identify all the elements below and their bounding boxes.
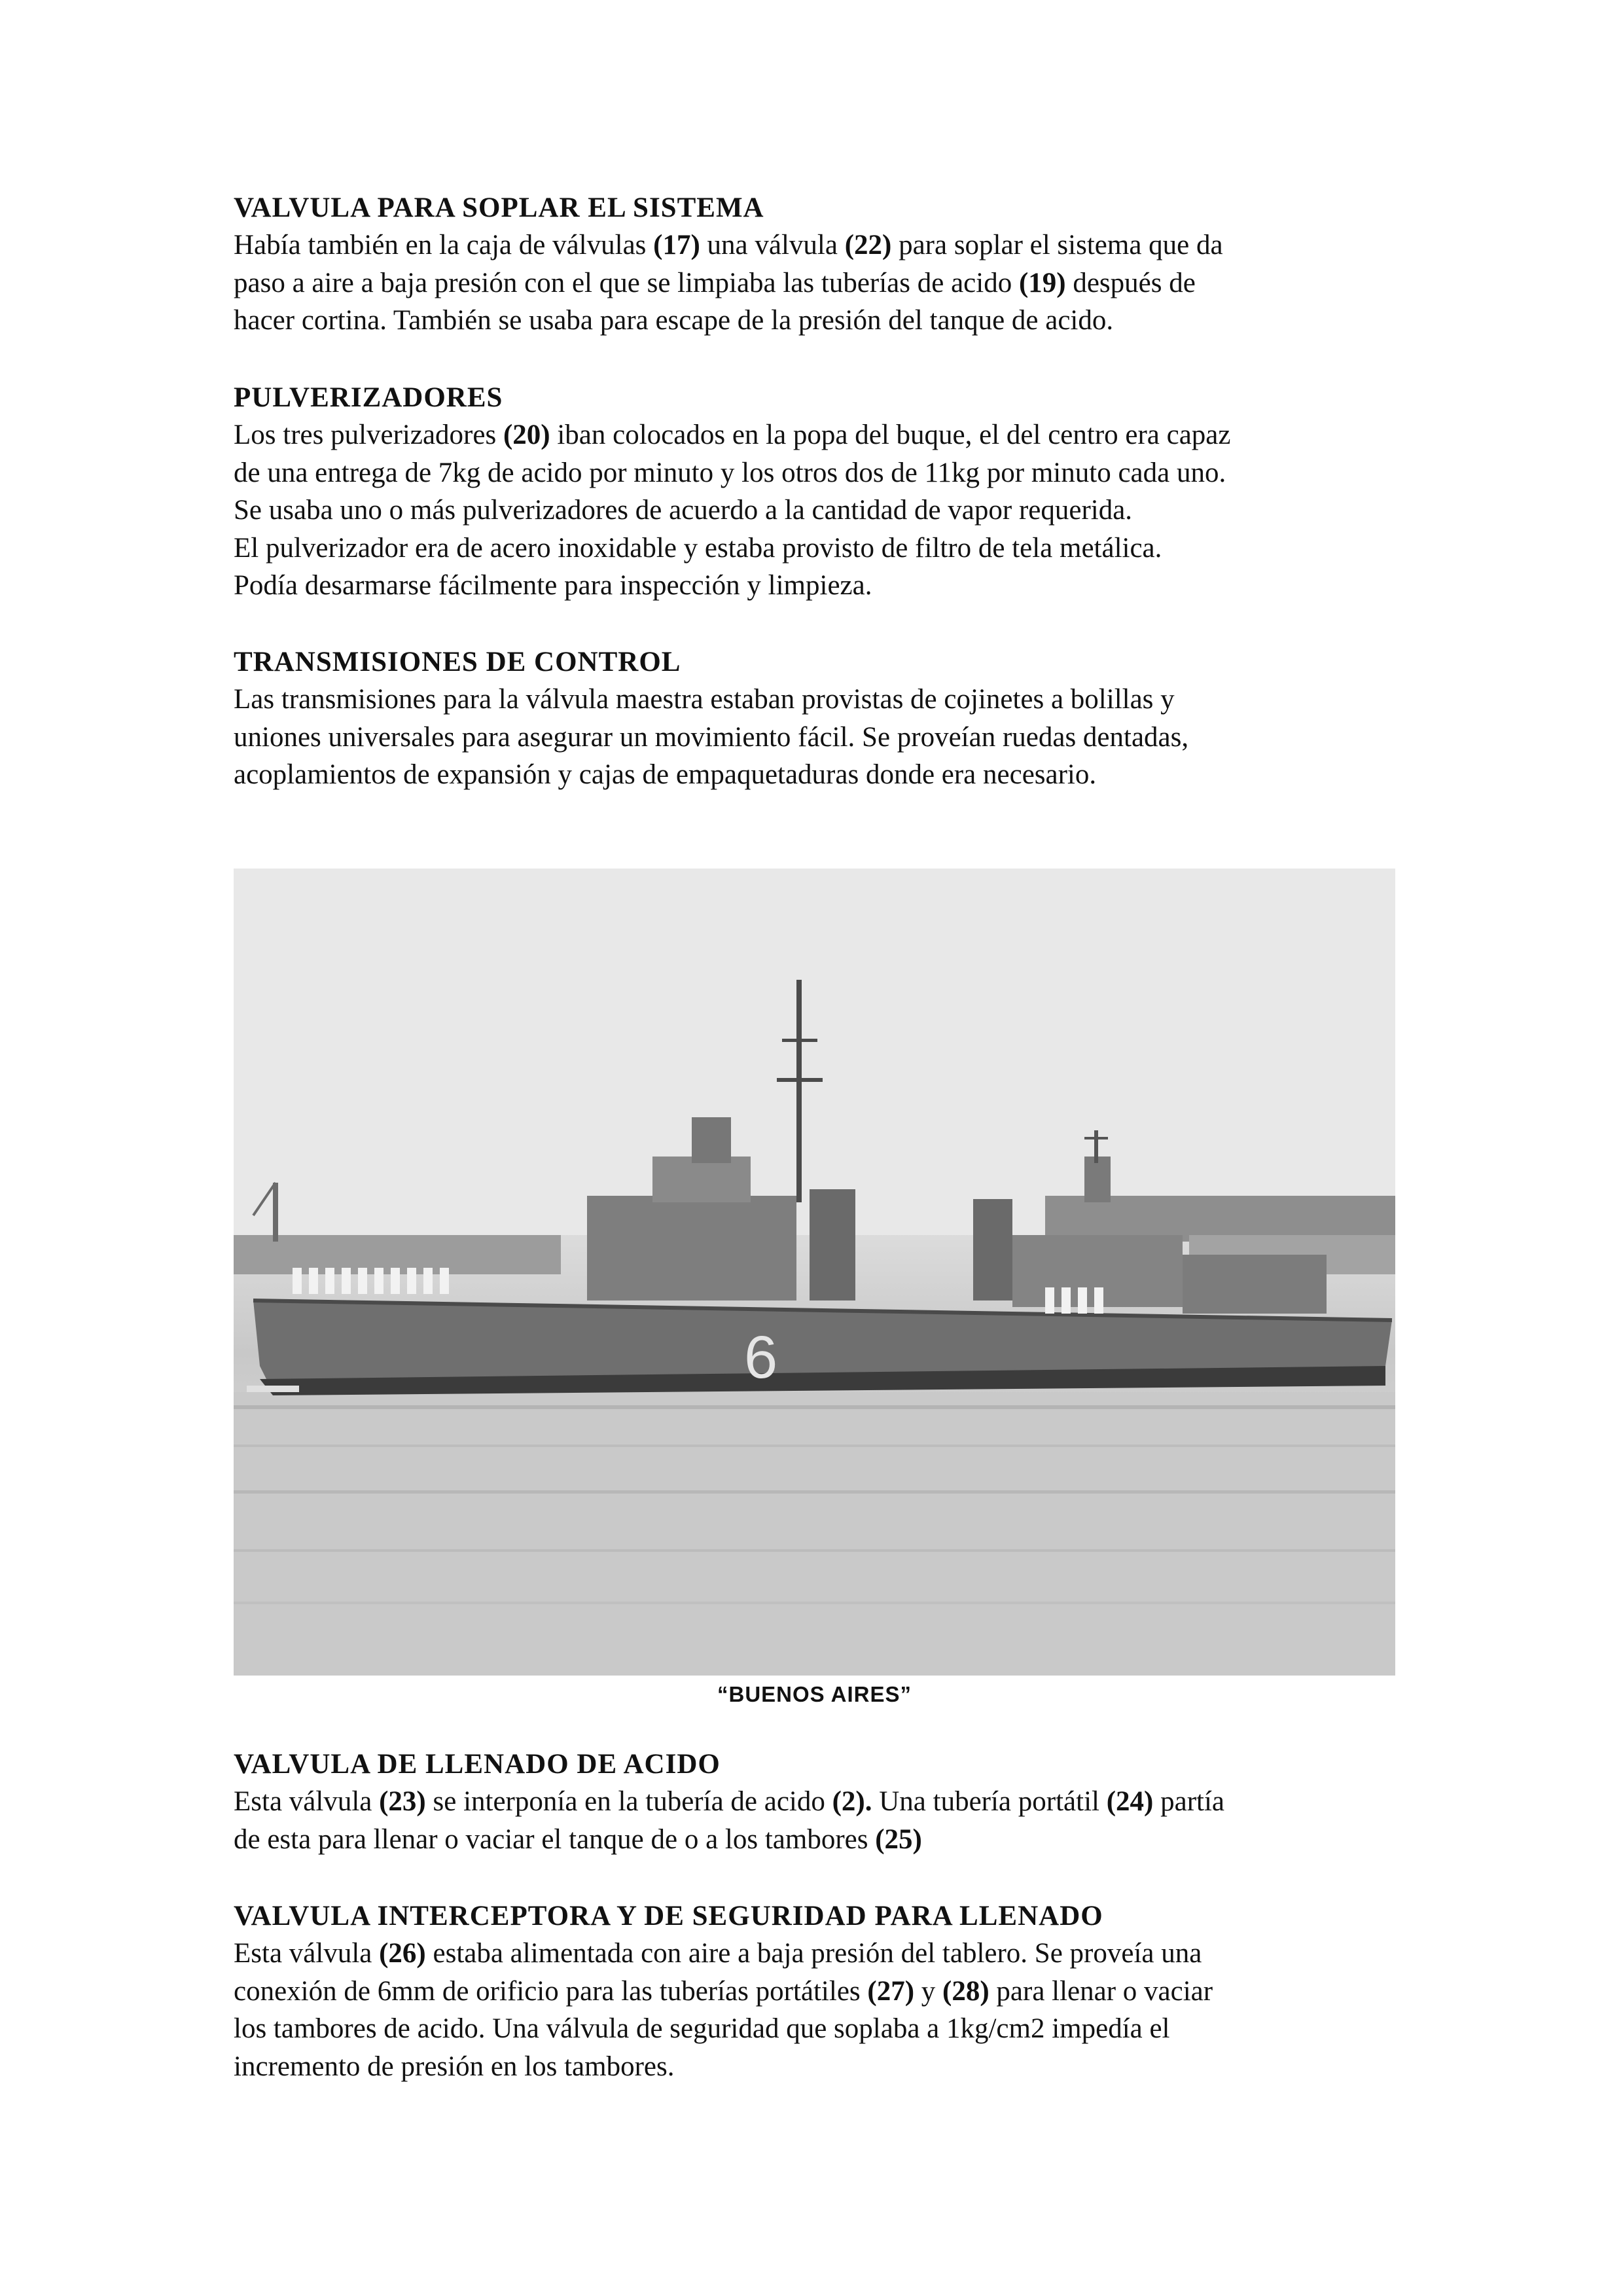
text-line: Se usaba uno o más pulverizadores de acuerdo a la cantidad de vapor requerida.	[234, 495, 1133, 526]
section-heading: TRANSMISIONES DE CONTROL	[234, 647, 681, 677]
reference-number: (24)	[1106, 1786, 1154, 1817]
section-paragraph	[234, 681, 1405, 794]
reference-number: (25)	[875, 1823, 922, 1855]
reference-number: (27)	[867, 1975, 915, 2007]
reference-number: (28)	[942, 1975, 990, 2007]
section-pulverizadores	[234, 380, 1405, 605]
text-line: Había también en la caja de válvulas (17) una válvula (22) para soplar el sistema que da	[234, 230, 1223, 260]
section-valvula-interceptora	[234, 1898, 1405, 2085]
section-valvula-llenado	[234, 1746, 1405, 1858]
text-line: El pulverizador era de acero inoxidable y estaba provisto de filtro de tela metálica.	[234, 532, 1162, 564]
reference-number: (19)	[1018, 267, 1066, 298]
photo-caption: “BUENOS AIRES”	[717, 1682, 912, 1706]
section-paragraph	[234, 226, 1405, 340]
section-valvula-soplar	[234, 190, 1405, 340]
text-line: Los tres pulverizadores (20) iban colocados en la popa del buque, el del centro era capaz	[234, 420, 1231, 450]
reference-number: (23)	[379, 1786, 426, 1817]
text-line: Esta válvula (26) estaba alimentada con aire a baja presión del tablero. Se proveía una	[234, 1938, 1202, 1969]
text-line: uniones universales para asegurar un movimiento fácil. Se proveían ruedas dentadas,	[234, 721, 1189, 753]
text-line: incremento de presión en los tambores.	[234, 2051, 675, 2082]
reference-number: (22)	[844, 230, 892, 260]
section-heading: VALVULA DE LLENADO DE ACIDO	[234, 1749, 721, 1780]
section-paragraph	[234, 1935, 1405, 2085]
ship-illustration	[234, 869, 1395, 1676]
text-line: conexión de 6mm de orificio para las tuberías portátiles (27) y (28) para llenar o vaciar	[234, 1975, 1213, 2007]
text-line: hacer cortina. También se usaba para escape de la presión del tanque de acido.	[234, 305, 1114, 336]
section-paragraph	[234, 416, 1405, 605]
section-paragraph	[234, 1783, 1405, 1858]
text-line: de esta para llenar o vaciar el tanque de o a los tambores (25)	[234, 1823, 922, 1855]
section-transmisiones	[234, 644, 1405, 794]
ship-photo	[234, 869, 1395, 1676]
hull-number: 6	[744, 1324, 778, 1391]
text-line: Esta válvula (23) se interponía en la tubería de acido (2). Una tubería portátil (24) partía	[234, 1786, 1224, 1817]
reference-number: (26)	[379, 1938, 426, 1969]
text-line: paso a aire a baja presión con el que se limpiaba las tuberías de acido (19) después de	[234, 267, 1196, 298]
text-line: Las transmisiones para la válvula maestra estaban provistas de cojinetes a bolillas y	[234, 684, 1175, 715]
section-heading: PULVERIZADORES	[234, 382, 503, 413]
text-line: acoplamientos de expansión y cajas de empaquetaduras donde era necesario.	[234, 759, 1097, 790]
reference-number: (20)	[503, 420, 550, 450]
text-line: los tambores de acido. Una válvula de seguridad que soplaba a 1kg/cm2 impedía el	[234, 2013, 1170, 2044]
reference-number: (2).	[832, 1786, 872, 1817]
text-line: de una entrega de 7kg de acido por minuto y los otros dos de 11kg por minuto cada uno.	[234, 457, 1226, 488]
text-line: Podía desarmarse fácilmente para inspección y limpieza.	[234, 570, 872, 601]
section-heading: VALVULA INTERCEPTORA Y DE SEGURIDAD PARA LLENADO	[234, 1901, 1103, 1931]
section-heading: VALVULA PARA SOPLAR EL SISTEMA	[234, 192, 764, 223]
reference-number: (17)	[653, 230, 700, 260]
